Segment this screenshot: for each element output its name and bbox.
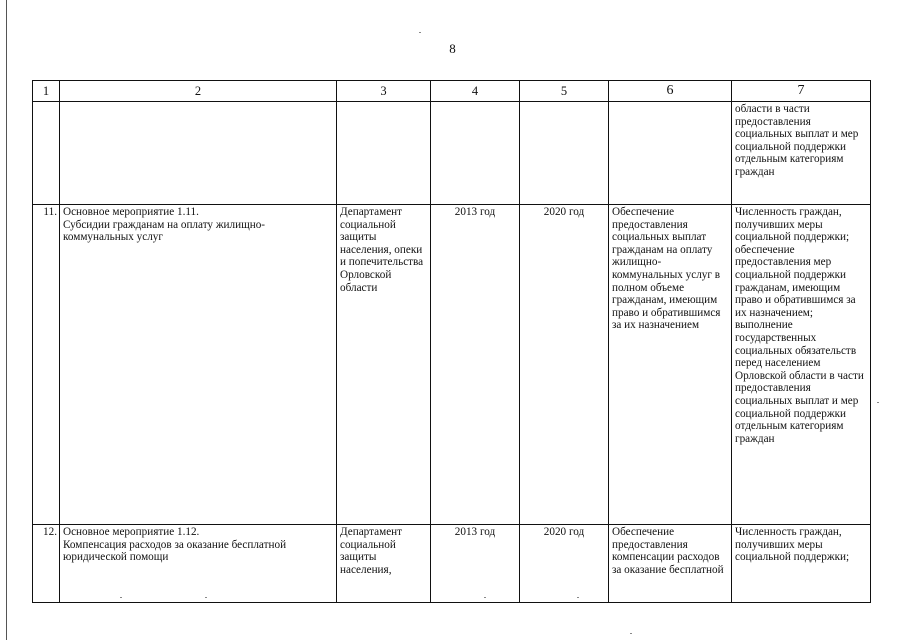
scan-speck xyxy=(630,633,632,634)
empty-cell xyxy=(33,102,60,205)
executor-cell: Департамент социальной защиты населения, xyxy=(337,525,431,603)
measure-subtitle: Субсидии гражданам на оплату жилищно-коммунальных услуг xyxy=(63,218,266,244)
empty-cell xyxy=(337,102,431,205)
empty-cell xyxy=(431,102,520,205)
measure-title: Основное мероприятие 1.11. xyxy=(63,206,199,218)
end-year-cell: 2020 год xyxy=(520,525,609,603)
scan-speck xyxy=(205,597,207,598)
scan-edge-line xyxy=(6,0,7,640)
scan-speck xyxy=(577,597,579,598)
measure-title: Основное мероприятие 1.12. xyxy=(63,526,200,538)
result-cell: Обеспечение предоставления компенсации расходов за оказание бесплатной xyxy=(609,525,732,603)
result-cell: Обеспечение предоставления социальных выплат гражданам на оплату жилищно-коммунальных услуг в полном объеме гражданам, имеющим право и обратившимся за их назначением xyxy=(609,205,732,525)
column-number-cell: 2 xyxy=(60,81,337,102)
measures-table xyxy=(32,80,871,603)
row-number: 12. xyxy=(33,525,60,603)
start-year-cell: 2013 год xyxy=(431,525,520,603)
indicator-cell: Численность граждан, получивших меры социальной поддержки; обеспечение предоставления мер социальной поддержки гражданам, имеющим право и обратившимся за их назначением; выполнение государственных социальных обязательств перед населением Орловской области в части предоставления социальных выплат и мер социальной поддержки отдельным категориям граждан xyxy=(732,205,871,525)
scan-speck xyxy=(419,32,421,33)
column-number-cell: 1 xyxy=(33,81,60,102)
empty-cell xyxy=(609,102,732,205)
executor-cell: Департамент социальной защиты населения, опеки и попечительства Орловской области xyxy=(337,205,431,525)
scan-speck xyxy=(877,402,879,403)
column-number-cell: 5 xyxy=(520,81,609,102)
column-number-cell: 6 xyxy=(609,81,732,102)
page-number: 8 xyxy=(449,41,456,56)
measure-subtitle: Компенсация расходов за оказание бесплатной юридической помощи xyxy=(63,538,287,564)
empty-cell xyxy=(520,102,609,205)
scan-speck xyxy=(120,597,122,598)
table-row xyxy=(33,525,871,603)
scan-speck xyxy=(484,597,486,598)
indicator-cell: области в части предоставления социальных выплат и мер социальной поддержки отдельным категориям граждан xyxy=(732,102,871,205)
column-number-cell: 3 xyxy=(337,81,431,102)
measure-cell xyxy=(60,525,337,603)
indicator-cell: Численность граждан, получивших меры социальной поддержки; xyxy=(732,525,871,603)
table-row xyxy=(33,205,871,525)
empty-cell xyxy=(60,102,337,205)
continued-row xyxy=(33,102,871,205)
start-year-cell: 2013 год xyxy=(431,205,520,525)
measure-cell xyxy=(60,205,337,525)
end-year-cell: 2020 год xyxy=(520,205,609,525)
row-number: 11. xyxy=(33,205,60,525)
column-number-row xyxy=(33,81,871,102)
column-number-cell: 7 xyxy=(732,81,871,102)
column-number-cell: 4 xyxy=(431,81,520,102)
